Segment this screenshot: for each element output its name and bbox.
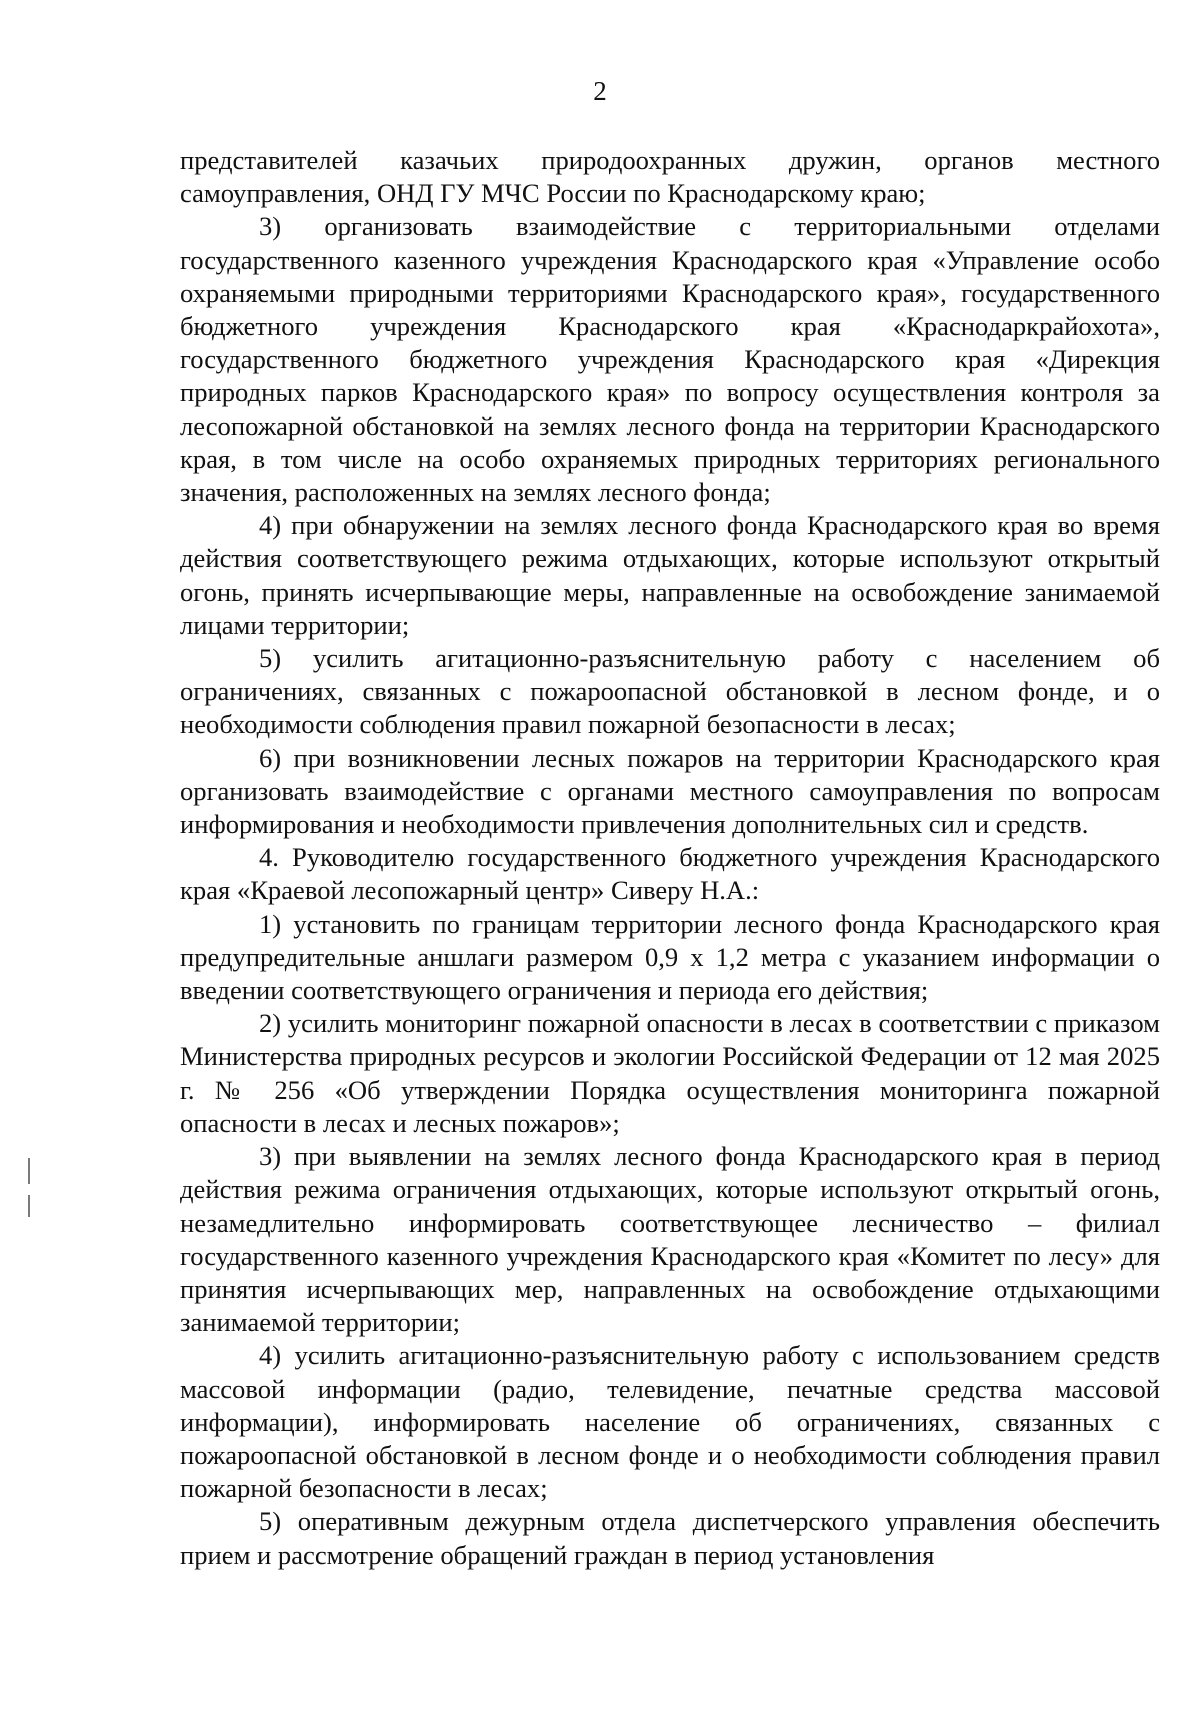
paragraph-item-2-monitoring: 2) усилить мониторинг пожарной опасности в лесах в соответствии с приказом Министерства природных ресурсов и экологии Российской Федерации от 12 мая 2025 г. № 256 «Об утверждении Порядка осуществления мониторинга пожарной опасности в лесах и лесных пожаров»; xyxy=(180,1008,1160,1138)
paragraph-item-4-open-fire-measures: 4) при обнаружении на землях лесного фонда Краснодарского края во время действия соответствующего режима отдыхающих, которые используют открытый огонь, принять исчерпывающие меры, направленные на освобождение занимаемой лицами территории; xyxy=(180,510,1160,640)
paragraph-item-3-inform-forestry: 3) при выявлении на землях лесного фонда Краснодарского края в период действия режима ограничения отдыхающих, которые используют открытый огонь, незамедлительно информировать соответствующее лесничество – филиал государственного казенного учреждения Краснодарского края «Комитет по лесу» для принятия исчерпывающих мер, направленных на освобождение отдыхающими занимаемой территории; xyxy=(180,1141,1160,1338)
paragraph-continuation: представителей казачьих природоохранных дружин, органов местного самоуправления, ОНД ГУ МЧС России по Краснодарскому краю; xyxy=(180,145,1160,209)
paragraph-item-5-outreach: 5) усилить агитационно-разъяснительную работу с населением об ограничениях, связанных с пожароопасной обстановкой в лесном фонде, и о необходимости соблюдения правил пожарной безопасности в лесах; xyxy=(180,643,1160,740)
paragraph-section-4-header: 4. Руководителю государственного бюджетного учреждения Краснодарского края «Краевой лесопожарный центр» Сиверу Н.А.: xyxy=(180,842,1160,906)
document-body xyxy=(180,144,1160,1572)
paragraph-item-3-interaction: 3) организовать взаимодействие с территориальными отделами государственного казенного учреждения Краснодарского края «Управление особо охраняемыми природными территориями Краснодарского края», государственного бюджетного учреждения Краснодарского края «Краснодаркрайохота», государственного бюджетного учреждения Краснодарского края «Дирекция природных парков Краснодарского края» по вопросу осуществления контроля за лесопожарной обстановкой на землях лесного фонда на территории Краснодарского края, в том числе на особо охраняемых природных территориях регионального значения, расположенных на землях лесного фонда; xyxy=(180,211,1160,508)
paragraph-item-4-media-outreach: 4) усилить агитационно-разъяснительную работу с использованием средств массовой информации (радио, телевидение, печатные средства массовой информации), информировать население об ограничениях, связанных с пожароопасной обстановкой в лесном фонде и о необходимости соблюдения правил пожарной безопасности в лесах; xyxy=(180,1340,1160,1504)
page-number: 2 xyxy=(593,76,607,106)
paragraph-item-1-signs: 1) установить по границам территории лесного фонда Краснодарского края предупредительные аншлаги размером 0,9 х 1,2 метра с указанием информации о введении соответствующего ограничения и периода его действия; xyxy=(180,908,1160,1006)
paragraph-item-6-fire-response: 6) при возникновении лесных пожаров на территории Краснодарского края организовать взаимодействие с органами местного самоуправления по вопросам информирования и необходимости привлечения дополнительных сил и средств. xyxy=(180,742,1160,840)
paragraph-item-5-dispatch: 5) оперативным дежурным отдела диспетчерского управления обеспечить прием и рассмотрение обращений граждан в период установления xyxy=(180,1506,1160,1570)
margin-scan-mark xyxy=(28,1158,30,1184)
margin-scan-mark xyxy=(28,1195,30,1217)
